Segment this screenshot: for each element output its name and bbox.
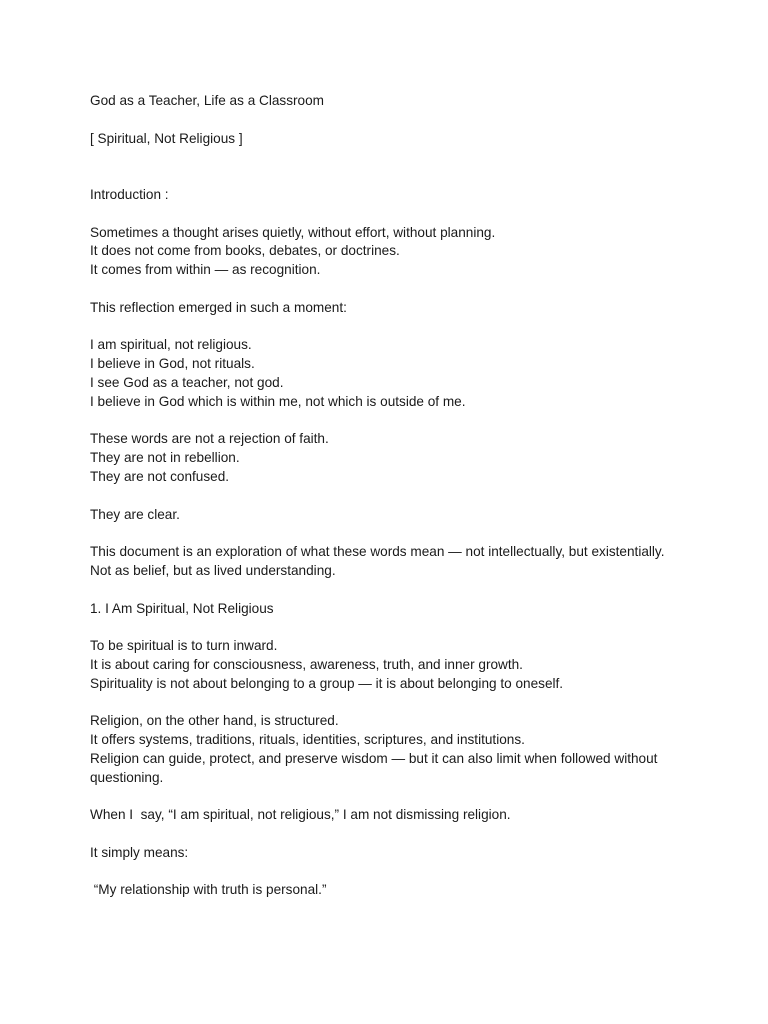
text-line: Religion, on the other hand, is structured. [90, 713, 339, 729]
statement-line: I am spiritual, not religious. [90, 337, 252, 353]
when-i-say-paragraph: When I say, “I am spiritual, not religious,” I am not dismissing religion. [90, 807, 511, 823]
text-line: They are not in rebellion. [90, 450, 240, 466]
section-1-heading: 1. I Am Spiritual, Not Religious [90, 600, 274, 616]
document-title: God as a Teacher, Life as a Classroom [90, 93, 324, 108]
document-body [90, 92, 690, 900]
religion-paragraph [90, 712, 690, 787]
statement-line: I believe in God, not rituals. [90, 356, 255, 372]
text-line: They are not confused. [90, 468, 230, 484]
clear-statement: They are clear. [90, 506, 180, 522]
text-line: Sometimes a thought arises quietly, without effort, without planning. [90, 224, 496, 240]
document-subtitle: [ Spiritual, Not Religious ] [90, 130, 243, 146]
spiritual-paragraph [90, 637, 690, 693]
text-line: It is about caring for consciousness, awareness, truth, and inner growth. [90, 656, 523, 672]
text-line: This document is an exploration of what these words mean — not intellectually, but existentially. [90, 544, 665, 560]
text-line: questioning. [90, 769, 164, 785]
statement-line: I believe in God which is within me, not which is outside of me. [90, 393, 466, 409]
text-line: Religion can guide, protect, and preserve wisdom — but it can also limit when followed without [90, 750, 658, 766]
exploration-paragraph [90, 543, 690, 581]
text-line: It does not come from books, debates, or doctrines. [90, 243, 400, 259]
text-line: To be spiritual is to turn inward. [90, 638, 278, 654]
clarifications-paragraph [90, 430, 690, 486]
text-line: It offers systems, traditions, rituals, identities, scriptures, and institutions. [90, 732, 525, 748]
intro-paragraph-2: This reflection emerged in such a moment: [90, 299, 347, 315]
intro-paragraph-1 [90, 224, 690, 280]
quote-line: “My relationship with truth is personal.” [90, 882, 327, 898]
text-line: Not as belief, but as lived understanding. [90, 562, 336, 578]
it-simply-means: It simply means: [90, 844, 189, 860]
text-line: Spirituality is not about belonging to a group — it is about belonging to oneself. [90, 675, 564, 691]
statements-list [90, 336, 690, 411]
introduction-heading: Introduction : [90, 186, 169, 202]
text-line: These words are not a rejection of faith. [90, 431, 329, 447]
statement-line: I see God as a teacher, not god. [90, 374, 284, 390]
text-line: It comes from within — as recognition. [90, 262, 321, 278]
